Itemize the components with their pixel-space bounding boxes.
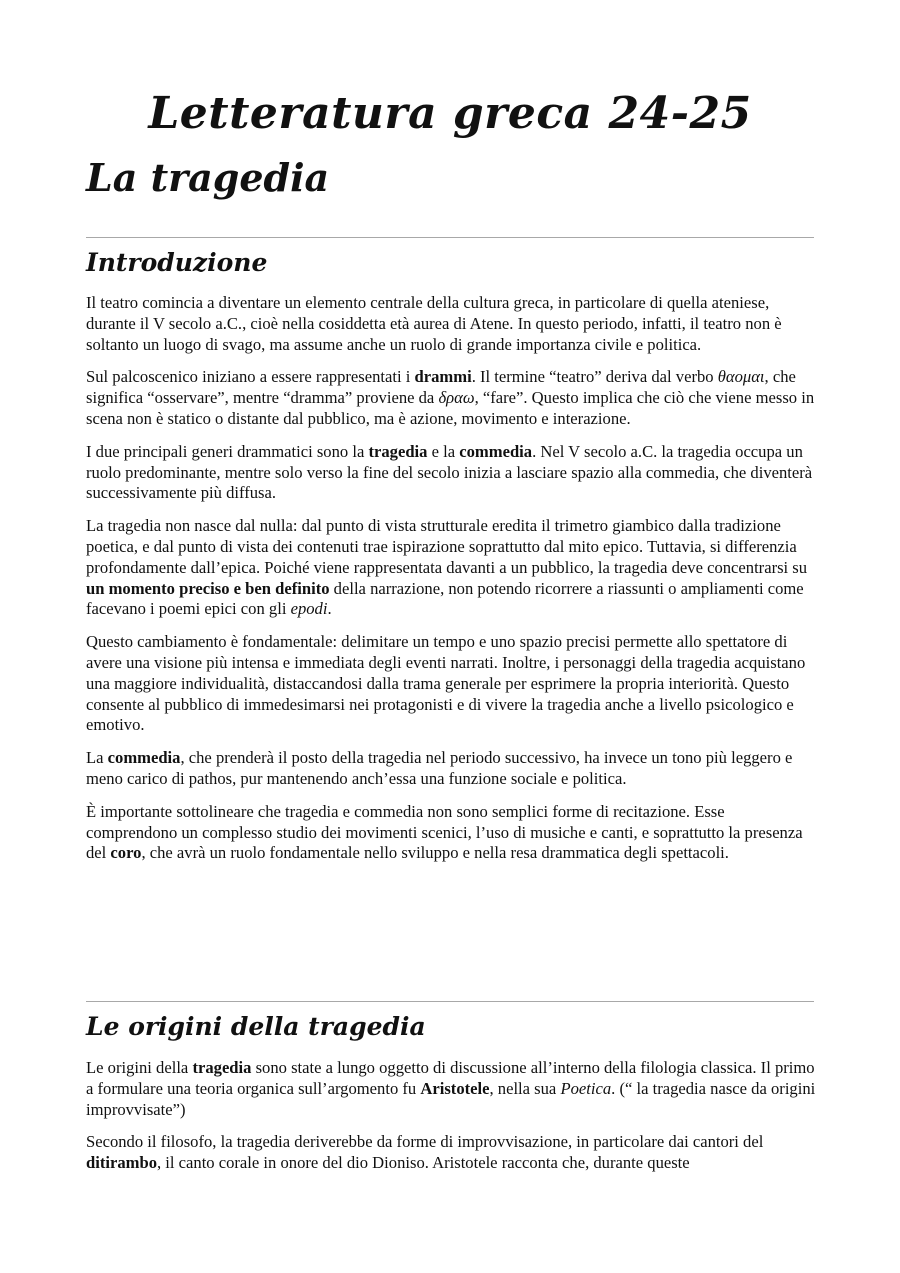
text-run: . [327, 599, 332, 619]
bold-text: ditirambo [86, 1153, 157, 1173]
italic-text: epodi [290, 599, 328, 619]
text-run: I due principali generi drammatici sono la [86, 441, 369, 461]
bold-text: tragedia [192, 1058, 252, 1077]
bold-text: commedia [107, 748, 181, 768]
paragraph [86, 442, 816, 504]
italic-text: θαομαι [717, 367, 765, 387]
text-run: della narrazione, non potendo ricorrere a riassunti o ampliamenti come facevano i poemi epici con gli [86, 578, 804, 619]
text-run: , che significa “osservare”, mentre “dramma” proviene da [86, 367, 796, 408]
paragraph [86, 802, 816, 864]
bold-text: coro [110, 843, 142, 863]
section-heading-origini: Le origini della tragedia [86, 1012, 426, 1041]
text-run: Questo cambiamento è fondamentale: delimitare un tempo e uno spazio precisi permette allo spettatore di avere una visione più intensa e immediata degli eventi narrati. Inoltre, i personaggi della tragedia acquistano una maggiore individualità, distaccandosi dalla trama generale per esprimere la propria interiorità. Questo consente al pubblico di immedesimarsi nei protagonisti e di vivere la tragedia anche a livello psicologico e emotivo. [86, 632, 806, 735]
text-run: . Nel V secolo a.C. la tragedia occupa un ruolo predominante, mentre solo verso la fine del secolo inizia a lasciare spazio alla commedia, che diventerà successivamente più diffusa. [86, 441, 813, 503]
bold-text: commedia [459, 441, 533, 461]
section-body-origini [86, 1058, 816, 1186]
text-run: . (“ la tragedia nasce da origini improvvisate”) [86, 1078, 816, 1119]
text-run: , che prenderà il posto della tragedia nel periodo successivo, ha invece un tono più leggero e meno carico di pathos, pur mantenendo anch’essa una funzione sociale e politica. [86, 748, 793, 788]
bold-text: Aristotele [420, 1078, 490, 1098]
text-run: , “fare”. Questo implica che ciò che viene messo in scena non è statico o distante dal pubblico, ma è azione, movimento e interazione. [86, 388, 815, 428]
text-run: . Il termine “teatro” deriva dal verbo [471, 367, 718, 387]
text-run: e la [427, 441, 460, 461]
text-run: È importante sottolineare che tragedia e commedia non sono semplici forme di recitazione. Esse comprendono un complesso studio dei movimenti scenici, l’uso di musiche e canti, e soprattutto la presenza del [86, 801, 803, 863]
section-divider [86, 1001, 814, 1002]
text-run: La [86, 748, 108, 768]
text-run: sono state a lungo oggetto di discussione all’interno della filologia classica. Il primo a formulare una teoria organica sull’argomento fu [86, 1058, 815, 1098]
document-title: Letteratura greca 24-25 [148, 88, 752, 139]
paragraph [86, 367, 816, 429]
bold-text: un momento preciso e ben definito [86, 578, 330, 598]
italic-text: δραω [438, 388, 475, 408]
text-run: Il teatro comincia a diventare un elemento centrale della cultura greca, in particolare di quella ateniese, durante il V secolo a.C., cioè nella cosiddetta età aurea di Atene. In questo periodo, infatti, il teatro non è soltanto un luogo di svago, ma assume anche un ruolo di grande importanza civile e politica. [86, 293, 782, 354]
bold-text: tragedia [368, 441, 428, 461]
document-heading: La tragedia [86, 155, 330, 200]
text-run: Sul palcoscenico iniziano a essere rappresentati i [86, 367, 415, 387]
paragraph [86, 748, 816, 790]
paragraph [86, 516, 816, 620]
italic-text: Poetica [560, 1078, 612, 1098]
paragraph [86, 1132, 816, 1174]
text-run: Le origini della [86, 1058, 193, 1077]
bold-text: drammi [414, 367, 472, 387]
text-run: Secondo il filosofo, la tragedia deriverebbe da forme di improvvisazione, in particolare dai cantori del [86, 1132, 764, 1152]
paragraph [86, 1058, 816, 1120]
text-run: , che avrà un ruolo fondamentale nello sviluppo e nella resa drammatica degli spettacoli. [141, 843, 729, 863]
text-run: La tragedia non nasce dal nulla: dal punto di vista strutturale eredita il trimetro giambico dalla tradizione poetica, e dal punto di vista dei contenuti trae ispirazione soprattutto dal mito epico. Tuttavia, si differenzia profondamente dall’epica. Poiché viene rappresentata davanti a un pubblico, la tragedia deve concentrarsi su [86, 516, 808, 577]
section-heading-introduzione: Introduzione [86, 248, 268, 277]
text-run: , nella sua [489, 1078, 561, 1098]
paragraph [86, 632, 816, 736]
section-divider [86, 237, 814, 238]
section-body-introduzione [86, 293, 816, 876]
text-run: , il canto corale in onore del dio Dioniso. Aristotele racconta che, durante queste [157, 1153, 690, 1173]
paragraph [86, 293, 816, 355]
